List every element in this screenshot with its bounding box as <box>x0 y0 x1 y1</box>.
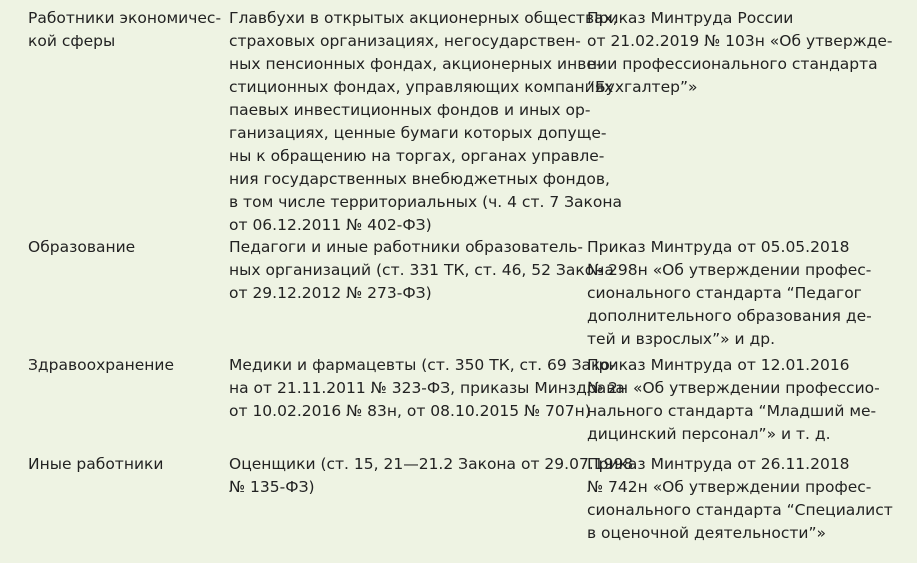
cell-line: Приказ Минтруда от 05.05.2018 <box>587 238 850 256</box>
cell-line: Иные работники <box>28 455 164 473</box>
cell-line: сионального стандарта “Специалист <box>587 501 893 519</box>
cell-line: ганизациях, ценные бумаги которых допуще- <box>229 124 607 142</box>
cell-line: нии профессионального стандарта <box>587 55 878 73</box>
cell-line: № 135-ФЗ) <box>229 478 315 496</box>
cell-line: паевых инвестиционных фондов и иных ор- <box>229 101 591 119</box>
cell-line: нального стандарта “Младший ме- <box>587 402 877 420</box>
cell-line: в оценочной деятельности”» <box>587 524 826 542</box>
cell-line: Работники экономичес- <box>28 9 222 27</box>
cell-line: на от 21.11.2011 № 323-ФЗ, приказы Минздрава <box>229 379 625 397</box>
cell-line: тей и взрослых”» и др. <box>587 330 776 348</box>
employees-cell <box>229 453 634 499</box>
cell-line: № 2н «Об утверждении профессио- <box>587 379 880 397</box>
order-cell <box>587 7 907 99</box>
cell-line: Приказ Минтруда от 26.11.2018 <box>587 455 850 473</box>
sector-cell <box>28 7 222 53</box>
order-cell <box>587 453 907 545</box>
cell-line: ния государственных внебюджетных фондов, <box>229 170 610 188</box>
employees-cell <box>229 354 625 423</box>
cell-line: дицинский персонал”» и т. д. <box>587 425 831 443</box>
cell-line: от 29.12.2012 № 273-ФЗ) <box>229 284 432 302</box>
cell-line: Главбухи в открытых акционерных обществах, <box>229 9 618 27</box>
cell-line: № 742н «Об утверждении профес- <box>587 478 872 496</box>
cell-line: ных пенсионных фондах, акционерных инве- <box>229 55 602 73</box>
cell-line: ны к обращению на торгах, органах управле- <box>229 147 605 165</box>
cell-line: сионального стандарта “Педагог <box>587 284 862 302</box>
sector-cell <box>28 354 218 377</box>
sector-cell <box>28 453 218 476</box>
order-cell <box>587 354 907 446</box>
order-cell <box>587 236 907 351</box>
cell-line: дополнительного образования де- <box>587 307 872 325</box>
cell-line: от 06.12.2011 № 402-ФЗ) <box>229 216 432 234</box>
cell-line: Педагоги и иные работники образователь- <box>229 238 584 256</box>
sector-cell <box>28 236 218 259</box>
cell-line: Медики и фармацевты (ст. 350 ТК, ст. 69 Зако- <box>229 356 616 374</box>
cell-line: ных организаций (ст. 331 ТК, ст. 46, 52 Закона <box>229 261 614 279</box>
cell-line: Приказ Минтруда от 12.01.2016 <box>587 356 850 374</box>
cell-line: стиционных фондах, управляющих компаниях <box>229 78 614 96</box>
cell-line: от 10.02.2016 № 83н, от 08.10.2015 № 707н) <box>229 402 591 420</box>
cell-line: “Бухгалтер”» <box>587 78 698 96</box>
cell-line: Приказ Минтруда России <box>587 9 794 27</box>
employees-cell <box>229 7 623 237</box>
cell-line: страховых организациях, негосударствен- <box>229 32 581 50</box>
cell-line: в том числе территориальных (ч. 4 ст. 7 Закона <box>229 193 623 211</box>
cell-line: Образование <box>28 238 136 256</box>
cell-line: Оценщики (ст. 15, 21—21.2 Закона от 29.07.1998 <box>229 455 634 473</box>
employees-cell <box>229 236 614 305</box>
cell-line: от 21.02.2019 № 103н «Об утвержде- <box>587 32 893 50</box>
cell-line: Здравоохранение <box>28 356 175 374</box>
cell-line: № 298н «Об утверждении профес- <box>587 261 872 279</box>
cell-line: кой сферы <box>28 32 116 50</box>
